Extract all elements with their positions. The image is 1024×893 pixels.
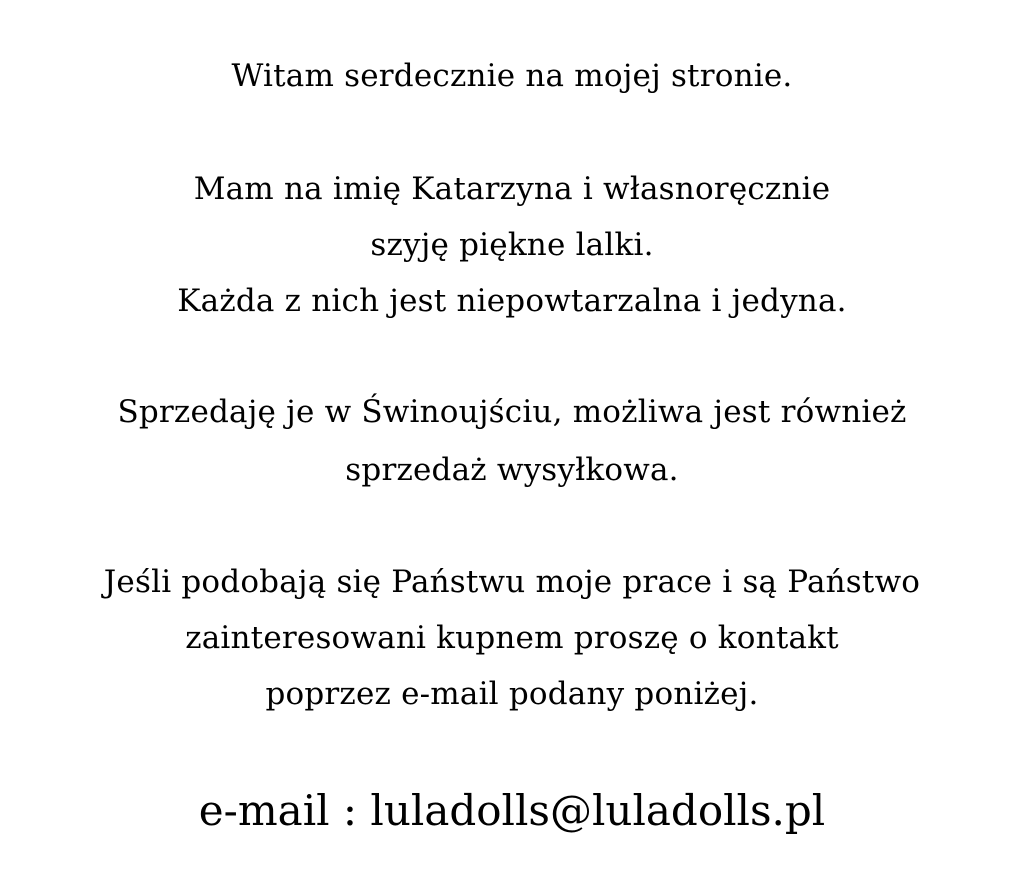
intro-name-line-1: Mam na imię Katarzyna i własnoręcznie <box>193 171 831 207</box>
contact-email: e-mail : luladolls@luladolls.pl <box>198 786 826 835</box>
contact-line-3: poprzez e-mail podany poniżej. <box>265 676 759 712</box>
sales-line-1: Sprzedaję je w Świnoujściu, możliwa jest również <box>117 394 907 430</box>
contact-line-1: Jeśli podobają się Państwu moje prace i są Państwo <box>103 564 921 600</box>
sales-line-2: sprzedaż wysyłkowa. <box>345 452 679 488</box>
intro-name-line-2: szyję piękne lalki. <box>370 227 654 263</box>
contact-line-2: zainteresowani kupnem proszę o kontakt <box>185 620 839 656</box>
greeting-text: Witam serdecznie na mojej stronie. <box>231 58 793 94</box>
intro-unique-line: Każda z nich jest niepowtarzalna i jedyna. <box>177 283 847 319</box>
